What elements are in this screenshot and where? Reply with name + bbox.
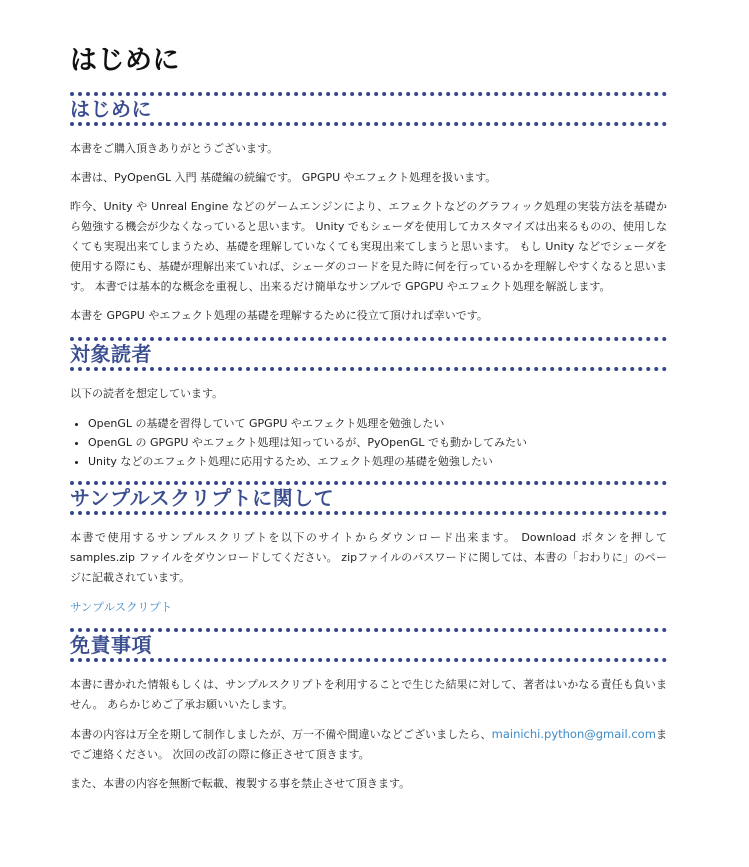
section-heading: はじめに xyxy=(70,92,667,126)
contact-text-before: 本書の内容は万全を期して制作しましたが、万一不備や間違いなどございましたら、 xyxy=(70,728,492,741)
paragraph: 本書をご購入頂きありがとうございます。 xyxy=(70,142,279,155)
section-disclaimer xyxy=(70,628,667,794)
list-item: • OpenGL の GPGPU やエフェクト処理は知っているが、PyOpenGL でも動かしてみたい xyxy=(88,433,667,452)
paragraph: 本書で使用するサンプルスクリプトを以下のサイトからダウンロード出来ます。 Download ボタンを押して samples.zip ファイルをダウンロードしてください。 zipファイルのパスワードに関しては、本書の「おわりに」のページに記載されています。 xyxy=(70,531,667,584)
contact-paragraph xyxy=(70,724,667,765)
section-heading: 対象読者 xyxy=(70,337,667,371)
paragraph: 本書は、PyOpenGL 入門 基礎編の続編です。 GPGPU やエフェクト処理を扱います。 xyxy=(70,171,497,184)
section-sample-scripts xyxy=(70,481,667,628)
link-paragraph xyxy=(70,597,667,618)
section-introduction xyxy=(70,92,667,337)
section-target-readers xyxy=(70,337,667,481)
paragraph: 以下の読者を想定しています。 xyxy=(70,387,224,400)
paragraph: また、本書の内容を無断で転載、複製する事を禁止させて頂きます。 xyxy=(70,777,411,790)
reader-list xyxy=(70,414,667,471)
section-heading: サンプルスクリプトに関して xyxy=(70,481,667,515)
section-heading: 免責事項 xyxy=(70,628,667,662)
paragraph: 昨今、Unity や Unreal Engine などのゲームエンジンにより、エフェクトなどのグラフィック処理の実装方法を基礎から勉強する機会が少なくなっていると思います。 Unity でもシェーダを使用してカスタマイズは出来るものの、使用しなくても実現出来てしまうため、基礎を理解していなくても実現出来てしまうと思います。 もし Unity などでシェーダを使用する際にも、基礎が理解出来ていれば、シェーダのコードを見た時に何を行っているかを理解しやすくなると思います。 本書では基本的な概念を重視し、出来るだけ簡単なサンプルで GPGPU やエフェクト処理を解説します。 xyxy=(70,200,667,293)
page-title: はじめに xyxy=(70,45,180,76)
paragraph: 本書を GPGPU やエフェクト処理の基礎を理解するために役立て頂ければ幸いです。 xyxy=(70,309,488,322)
sample-script-link[interactable]: サンプルスクリプト xyxy=(70,600,173,614)
list-item: • Unity などのエフェクト処理に応用するため、エフェクト処理の基礎を勉強したい xyxy=(88,452,667,471)
paragraph: 本書に書かれた情報もしくは、サンプルスクリプトを利用することで生じた結果に対して、著者はいかなる責任も負いません。 あらかじめご了承お願いいたします。 xyxy=(70,678,667,711)
list-item: • OpenGL の基礎を習得していて GPGPU やエフェクト処理を勉強したい xyxy=(88,414,667,433)
contact-text-after: までご連絡ください。 次回の改訂の際に修正させて頂きます。 xyxy=(70,728,668,761)
email-link[interactable]: mainichi.python@gmail.com xyxy=(491,727,656,741)
